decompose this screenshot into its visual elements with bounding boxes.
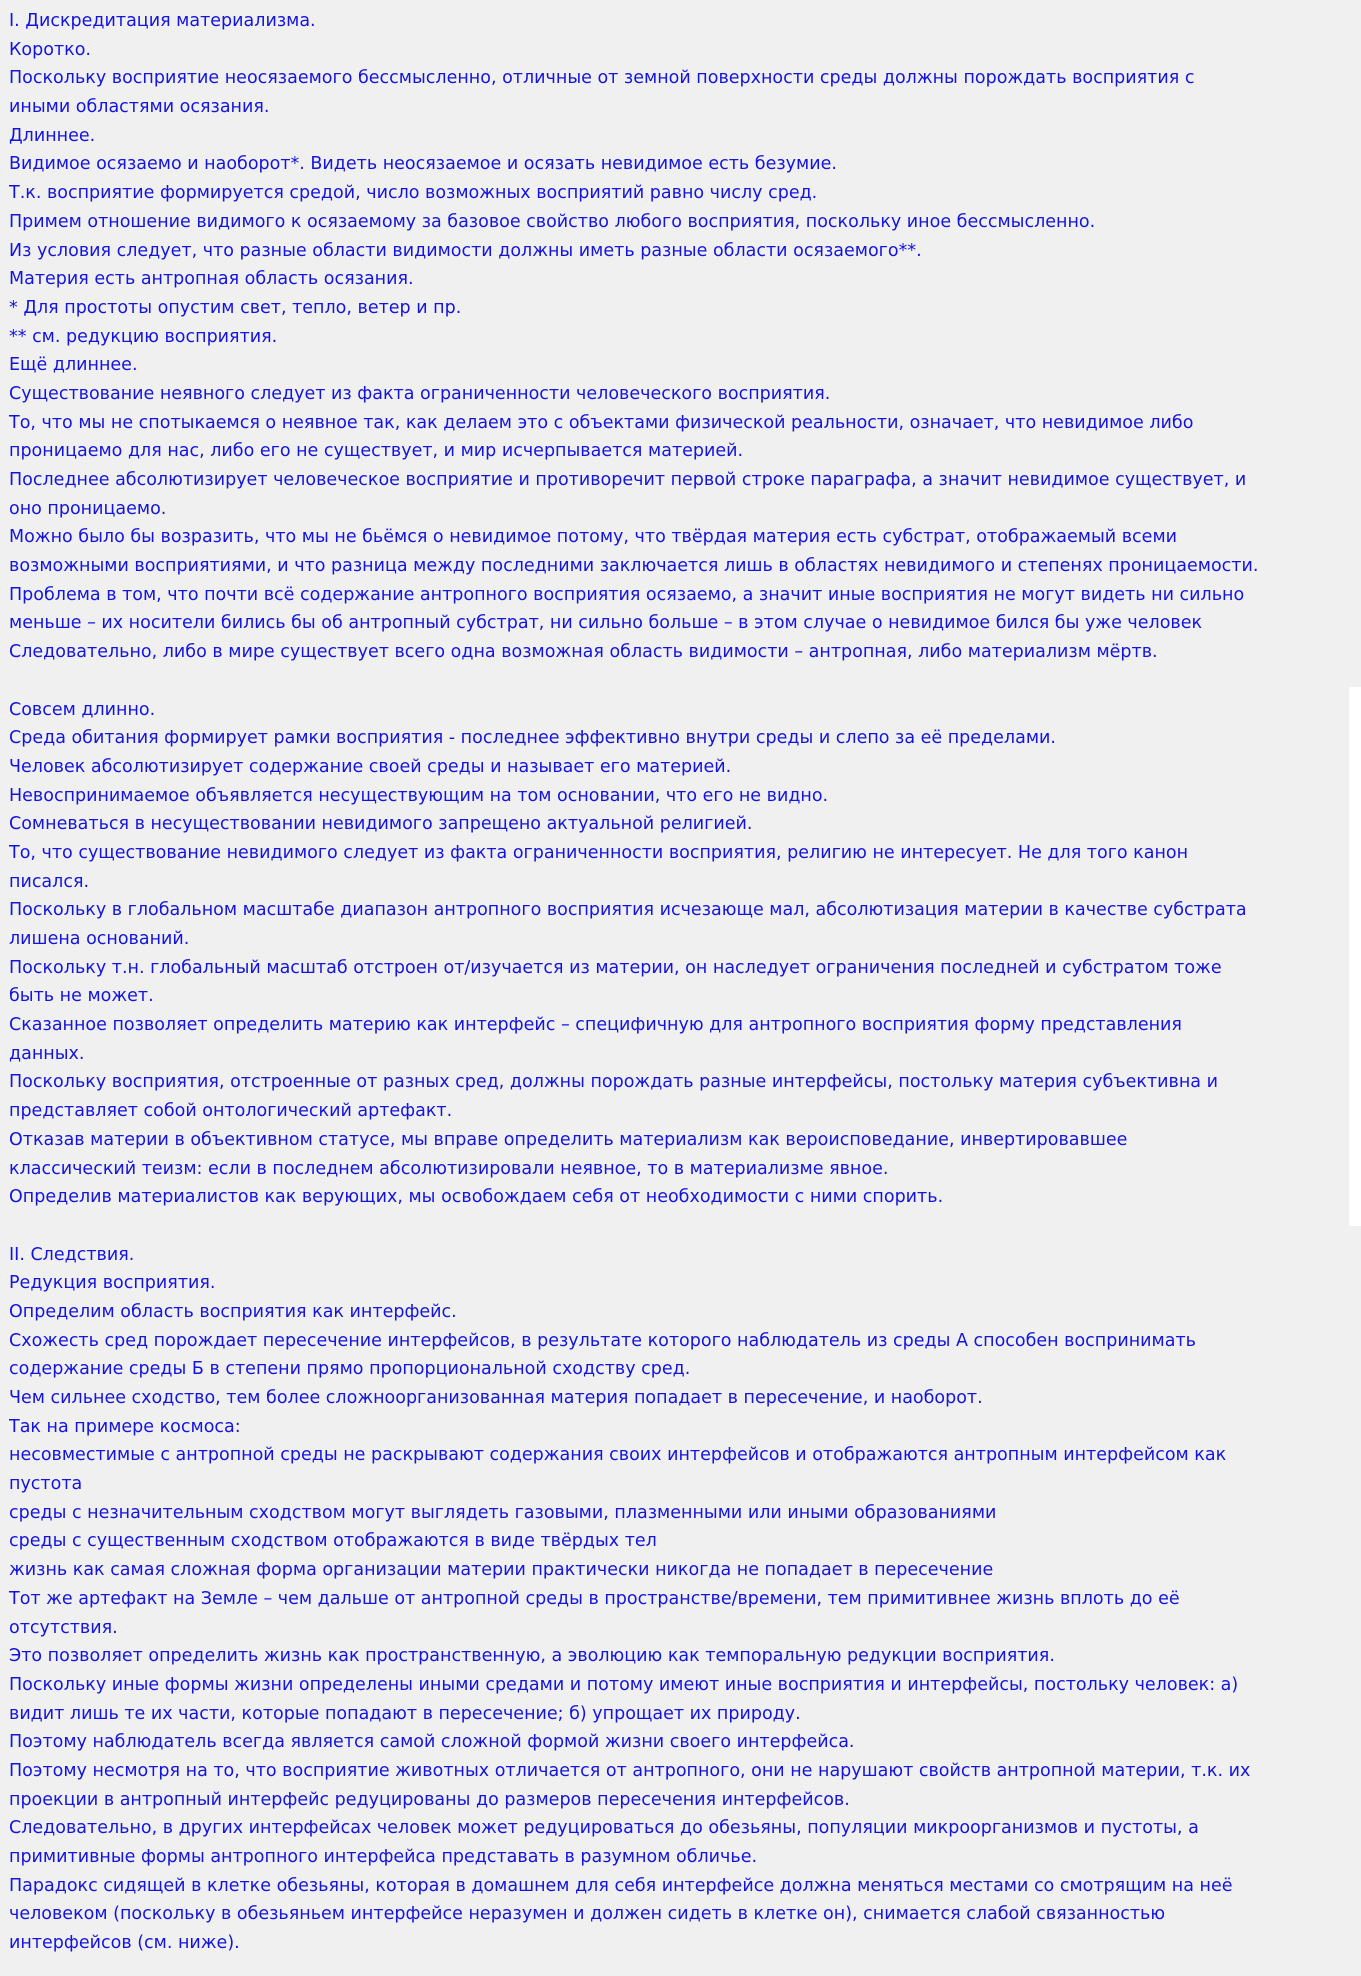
text-line: То, что существование невидимого следует из факта ограниченности восприятия, религию не интересует. Не для того канон bbox=[9, 842, 1189, 863]
text-line: Парадокс сидящей в клетке обезьяны, которая в домашнем для себя интерфейсе должна меняться местами со смотрящим на неё bbox=[9, 1875, 1233, 1896]
text-line: классический теизм: если в последнем абсолютизировали неявное, то в материализме явное. bbox=[9, 1158, 889, 1179]
text-line: среды с незначительным сходством могут выглядеть газовыми, плазменными или иными образованиями bbox=[9, 1502, 997, 1523]
text-line: Можно было бы возразить, что мы не бьёмся о невидимое потому, что твёрдая материя есть субстрат, отображаемый всеми bbox=[9, 527, 1178, 548]
text-line: жизнь как самая сложная форма организации материи практически никогда не попадает в пересечение bbox=[9, 1560, 994, 1581]
text-line: примитивные формы антропного интерфейса представать в разумном обличье. bbox=[9, 1847, 758, 1867]
text-line: Следовательно, в других интерфейсах человек может редуцироваться до обезьяны, популяции микроорганизмов и пустоты, а bbox=[9, 1818, 1199, 1839]
text-line: Чем сильнее сходство, тем более сложноорганизованная материя попадает в пересечение, и наоборот. bbox=[9, 1388, 983, 1408]
text-line: Последнее абсолютизирует человеческое восприятие и противоречит первой строке параграфа, а значит невидимое существует, и bbox=[9, 470, 1247, 490]
text-line: II. Следствия. bbox=[9, 1244, 135, 1265]
text-line: Материя есть антропная область осязания. bbox=[9, 269, 414, 290]
text-line: проекции в антропный интерфейс редуцированы до размеров пересечения интерфейсов. bbox=[9, 1789, 850, 1810]
text-line: I. Дискредитация материализма. bbox=[9, 11, 316, 31]
text-line: Совсем длинно. bbox=[9, 699, 156, 720]
text-line: Поэтому несмотря на то, что восприятие животных отличается от антропного, они не нарушают свойств антропной материи, т.к. их bbox=[9, 1760, 1251, 1781]
scrollbar-thumb[interactable] bbox=[1349, 687, 1361, 1226]
text-line: Поскольку иные формы жизни определены иными средами и потому имеют иные восприятия и интерфейсы, постольку человек: а) bbox=[9, 1674, 1239, 1695]
text-line: Поскольку восприятия, отстроенные от разных сред, должны порождать разные интерфейсы, постольку материя субъективна и bbox=[9, 1072, 1218, 1093]
text-line: проницаемо для нас, либо его не существует, и мир исчерпывается материей. bbox=[9, 441, 744, 462]
text-line: Длиннее. bbox=[9, 125, 96, 146]
text-line: Поскольку восприятие неосязаемого бессмысленно, отличные от земной поверхности среды должны порождать восприятия с bbox=[9, 68, 1195, 89]
text-line: лишена оснований. bbox=[9, 929, 190, 949]
text-line: То, что мы не спотыкаемся о неявное так, как делаем это с объектами физической реальности, означает, что невидимое либо bbox=[9, 412, 1194, 433]
text-line: интерфейсов (см. ниже). bbox=[9, 1933, 240, 1954]
text-line: данных. bbox=[9, 1043, 85, 1064]
text-line: Сказанное позволяет определить материю как интерфейс – специфичную для антропного восприятия форму представления bbox=[9, 1015, 1182, 1036]
text-line: Так на примере космоса: bbox=[9, 1416, 241, 1437]
text-line: содержание среды Б в степени прямо пропорциональной сходству сред. bbox=[9, 1359, 691, 1380]
text-line: Поскольку т.н. глобальный масштаб отстроен от/изучается из материи, он наследует ограничения последней и субстратом тоже bbox=[9, 957, 1222, 978]
text-line: быть не может. bbox=[9, 986, 154, 1007]
text-line: меньше – их носители бились бы об антропный субстрат, ни сильно больше – в этом случае о невидимое бился бы уже человек bbox=[9, 613, 1203, 634]
text-line: Следовательно, либо в мире существует всего одна возможная область видимости – антропная, либо материализм мёртв. bbox=[9, 642, 1158, 663]
text-line: Ещё длиннее. bbox=[9, 355, 138, 376]
text-line: отсутствия. bbox=[9, 1617, 118, 1638]
text-line: Сомневаться в несуществовании невидимого запрещено актуальной религией. bbox=[9, 814, 753, 835]
text-line: ** см. редукцию восприятия. bbox=[9, 326, 278, 347]
text-line: Проблема в том, что почти всё содержание антропного восприятия осязаемо, а значит иные восприятия не могут видеть ни сильно bbox=[9, 584, 1245, 605]
text-line: Примем отношение видимого к осязаемому за базовое свойство любого восприятия, поскольку иное бессмысленно. bbox=[9, 211, 1096, 232]
text-line: Из условия следует, что разные области видимости должны иметь разные области осязаемого**. bbox=[9, 240, 922, 261]
text-line: Это позволяет определить жизнь как пространственную, а эволюцию как темпоральную редукции восприятия. bbox=[9, 1646, 1055, 1667]
text-line: Коротко. bbox=[9, 39, 91, 60]
text-line: среды с существенным сходством отображаются в виде твёрдых тел bbox=[9, 1531, 657, 1552]
text-line: Определив материалистов как верующих, мы освобождаем себя от необходимости с ними спорить. bbox=[9, 1187, 944, 1208]
text-line: Человек абсолютизирует содержание своей среды и называет его материей. bbox=[9, 756, 732, 777]
text-line: Отказав материи в объективном статусе, мы вправе определить материализм как вероисповедание, инвертировавшее bbox=[9, 1129, 1128, 1150]
text-line: Схожесть сред порождает пересечение интерфейсов, в результате которого наблюдатель из среды А способен воспринимать bbox=[9, 1330, 1196, 1351]
text-line: возможными восприятиями, и что разница между последними заключается лишь в областях невидимого и степенях проницаемости. bbox=[9, 556, 1259, 577]
text-line: Существование неявного следует из факта ограниченности человеческого восприятия. bbox=[9, 383, 831, 404]
text-line: Среда обитания формирует рамки восприятия - последнее эффективно внутри среды и слепо за её пределами. bbox=[9, 728, 1056, 749]
text-line: оно проницаемо. bbox=[9, 498, 167, 519]
text-line: Невоспринимаемое объявляется несуществующим на том основании, что его не видно. bbox=[9, 785, 829, 806]
text-line: Видимое осязаемо и наоборот*. Видеть неосязаемое и осязать невидимое есть безумие. bbox=[9, 154, 837, 175]
text-line: несовместимые с антропной среды не раскрывают содержания своих интерфейсов и отображаются антропным интерфейсом как bbox=[9, 1445, 1227, 1466]
text-line: писался. bbox=[9, 871, 90, 892]
blank-line bbox=[9, 667, 1356, 696]
text-line: видит лишь те их части, которые попадают в пересечение; б) упрощает их природу. bbox=[9, 1703, 801, 1724]
text-line: Поскольку в глобальном масштабе диапазон антропного восприятия исчезающе мал, абсолютизация материи в качестве субстрата bbox=[9, 900, 1247, 921]
text-line: Редукция восприятия. bbox=[9, 1273, 216, 1294]
blank-line bbox=[9, 1212, 1356, 1241]
text-line: Т.к. восприятие формируется средой, число возможных восприятий равно числу сред. bbox=[9, 183, 818, 204]
text-line: человеком (поскольку в обезьяньем интерфейсе неразумен и должен сидеть в клетке он), снимается слабой связанностью bbox=[9, 1904, 1166, 1925]
text-line: пустота bbox=[9, 1474, 83, 1495]
text-line: иными областями осязания. bbox=[9, 97, 270, 118]
text-line: Тот же артефакт на Земле – чем дальше от антропной среды в пространстве/времени, тем примитивнее жизнь вплоть до её bbox=[9, 1588, 1180, 1609]
text-line: Поэтому наблюдатель всегда является самой сложной формой жизни своего интерфейса. bbox=[9, 1732, 855, 1753]
text-line: представляет собой онтологический артефакт. bbox=[9, 1101, 453, 1122]
text-line: * Для простоты опустим свет, тепло, ветер и пр. bbox=[9, 297, 462, 318]
text-line: Определим область восприятия как интерфейс. bbox=[9, 1301, 457, 1322]
